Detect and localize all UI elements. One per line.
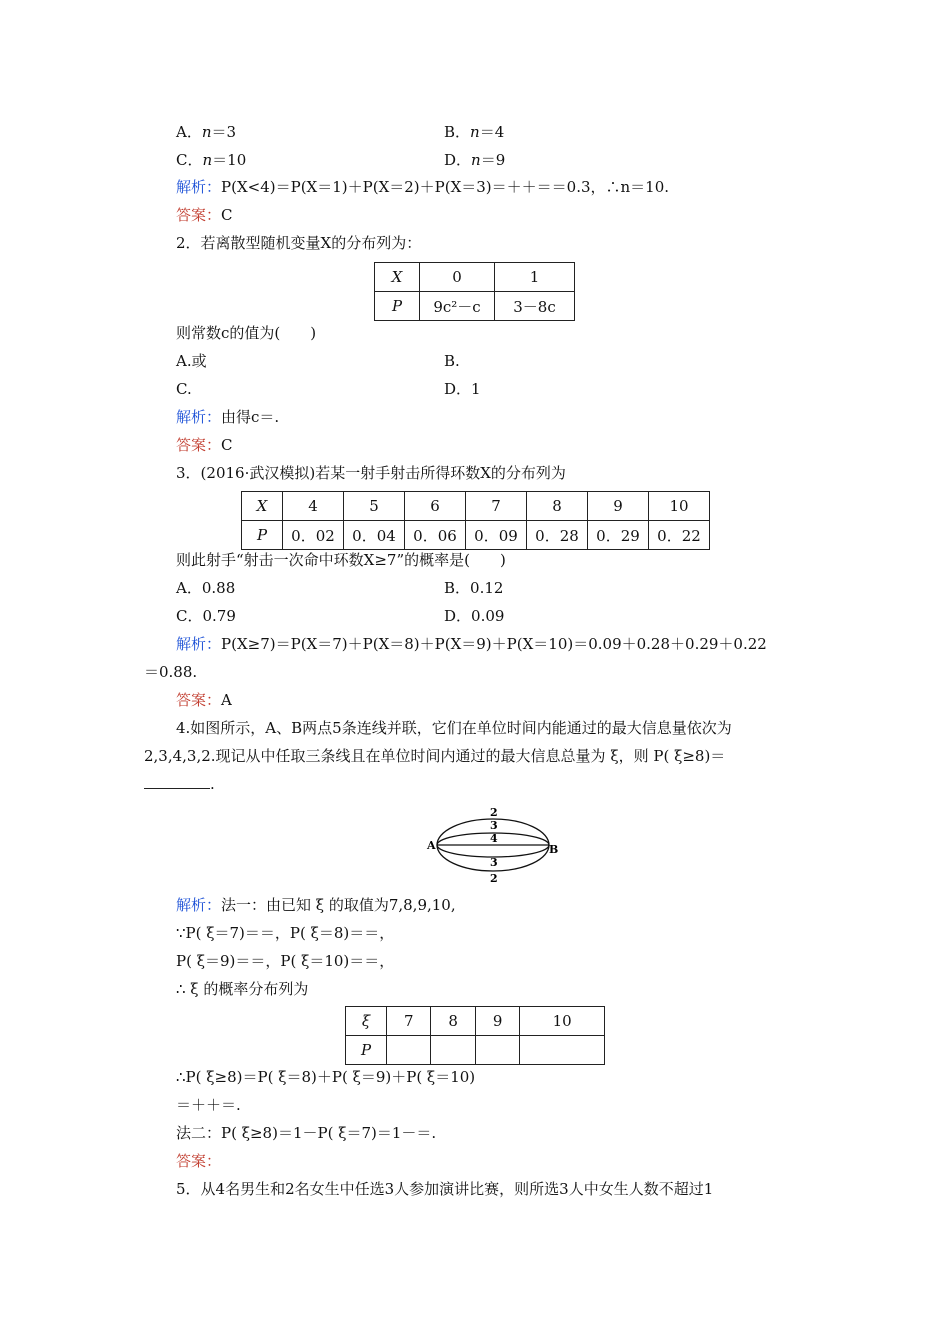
figure-label-b: B [549,843,559,856]
table-cell [431,1036,475,1065]
answer-value: A [221,691,232,709]
parallel-lines-figure [425,800,560,890]
q4-stem-line1: 4.如图所示，A、B两点5条连线并联，它们在单位时间内能通过的最大信息量依次为 [176,719,732,737]
table-row [242,521,710,550]
table-cell: 0．22 [649,521,710,550]
q4-step3: ∴ ξ 的概率分布列为 [176,980,309,998]
table-cell: 7 [466,492,527,521]
answer-label: 答案： [176,691,222,709]
answer-label: 答案： [176,1152,222,1170]
table-cell: P [375,292,420,321]
solution-label: 解析： [176,896,222,914]
figure-number: 3 [490,819,498,832]
table-cell: 4 [283,492,344,521]
q3-option-b: B．0.12 [444,579,504,597]
q4-solution [176,895,456,915]
q4-stem-line3: . [144,774,215,794]
q2-question: 则常数c的值为( ) [176,324,317,342]
table-cell: 7 [387,1007,431,1036]
table-cell: 3－8c [495,292,575,321]
table-cell: 8 [527,492,588,521]
table-row [346,1007,605,1036]
answer-value: C [221,436,233,454]
q2-solution [176,407,279,427]
q4-step2: P( ξ＝9)＝＝，P( ξ＝10)＝＝， [176,952,395,970]
figure-number: 2 [490,806,498,819]
q4-distribution-table [345,1006,605,1065]
q2-option-b: B. [444,352,460,370]
q2-answer [176,435,233,455]
answer-value: C [221,206,233,224]
q4-method2: 法二：P( ξ≥8)＝1－P( ξ＝7)＝1－＝. [176,1124,437,1142]
q4-stem-line2: 2,3,4,3,2.现记从中任取三条线且在单位时间内通过的最大信息总量为 ξ，则 P( ξ≥8)＝ [144,747,726,765]
table-cell: 9c²－c [420,292,495,321]
q3-option-c: C．0.79 [176,607,236,625]
solution-text: P(X<4)＝P(X＝1)＋P(X＝2)＋P(X＝3)＝＋＋＝＝0.3，∴n＝10. [221,178,670,196]
q2-option-c: C. [176,380,192,398]
table-cell: 1 [495,263,575,292]
table-row [346,1036,605,1065]
table-cell: 0．06 [405,521,466,550]
solution-label: 解析： [176,408,222,426]
q3-option-d: D．0.09 [444,607,505,625]
table-row [242,492,710,521]
table-cell: X [375,263,420,292]
table-row [375,292,575,321]
q2-option-a: A.或 [176,352,207,370]
solution-text: 法一：由已知 ξ 的取值为7,8,9,10, [221,896,456,914]
q1-option-a: A．n＝3 [176,123,237,141]
q3-solution-cont: ＝0.88. [144,663,198,681]
table-cell: 0 [420,263,495,292]
q4-step5: ＝＋＋＝. [176,1096,241,1114]
table-cell: 10 [649,492,710,521]
q4-answer [176,1151,221,1171]
q3-option-a: A．0.88 [176,579,236,597]
q2-stem: 2．若离散型随机变量X的分布列为： [176,234,422,252]
solution-label: 解析： [176,178,222,196]
q4-step4: ∴P( ξ≥8)＝P( ξ＝8)＋P( ξ＝9)＋P( ξ＝10) [176,1068,476,1086]
table-cell: ξ [346,1007,387,1036]
table-cell: 9 [475,1007,519,1036]
q1-option-b: B．n＝4 [444,123,505,141]
solution-label: 解析： [176,635,222,653]
q1-option-d: D．n＝9 [444,151,506,169]
answer-label: 答案： [176,436,222,454]
table-cell: X [242,492,283,521]
q4-step1: ∵P( ξ＝7)＝＝，P( ξ＝8)＝＝， [176,924,395,942]
q3-answer [176,690,232,710]
table-cell: 5 [344,492,405,521]
figure-label-a: A [427,839,436,852]
table-cell: 8 [431,1007,475,1036]
answer-blank [144,774,210,789]
table-cell: P [346,1036,387,1065]
table-cell: 0．04 [344,521,405,550]
table-cell [387,1036,431,1065]
table-cell [520,1036,605,1065]
q5-stem-line1: 5．从4名男生和2名女生中任选3人参加演讲比赛，则所选3人中女生人数不超过1 [176,1180,714,1198]
table-cell: 0．09 [466,521,527,550]
table-cell [475,1036,519,1065]
q3-question: 则此射手“射击一次命中环数X≥7”的概率是( ) [176,551,506,569]
table-cell: 0．28 [527,521,588,550]
table-cell: 6 [405,492,466,521]
q2-distribution-table [374,262,575,321]
table-cell: 0．29 [588,521,649,550]
solution-text: P(X≥7)＝P(X＝7)＋P(X＝8)＋P(X＝9)＋P(X＝10)＝0.09＋0.28＋0.29＋0.22 [221,635,767,653]
figure-number: 2 [490,872,498,885]
q3-solution [176,634,767,654]
q1-option-c: C．n＝10 [176,151,247,169]
q3-stem: 3．(2016·武汉模拟)若某一射手射击所得环数X的分布列为 [176,464,566,482]
table-row [375,263,575,292]
table-cell: 10 [520,1007,605,1036]
q1-answer [176,205,233,225]
q3-distribution-table [241,491,710,550]
q1-solution [176,177,669,197]
table-cell: 0．02 [283,521,344,550]
figure-number: 4 [490,832,498,845]
table-cell: P [242,521,283,550]
answer-label: 答案： [176,206,222,224]
solution-text: 由得c＝. [221,408,280,426]
figure-number: 3 [490,856,498,869]
table-cell: 9 [588,492,649,521]
q2-option-d: D．1 [444,380,481,398]
